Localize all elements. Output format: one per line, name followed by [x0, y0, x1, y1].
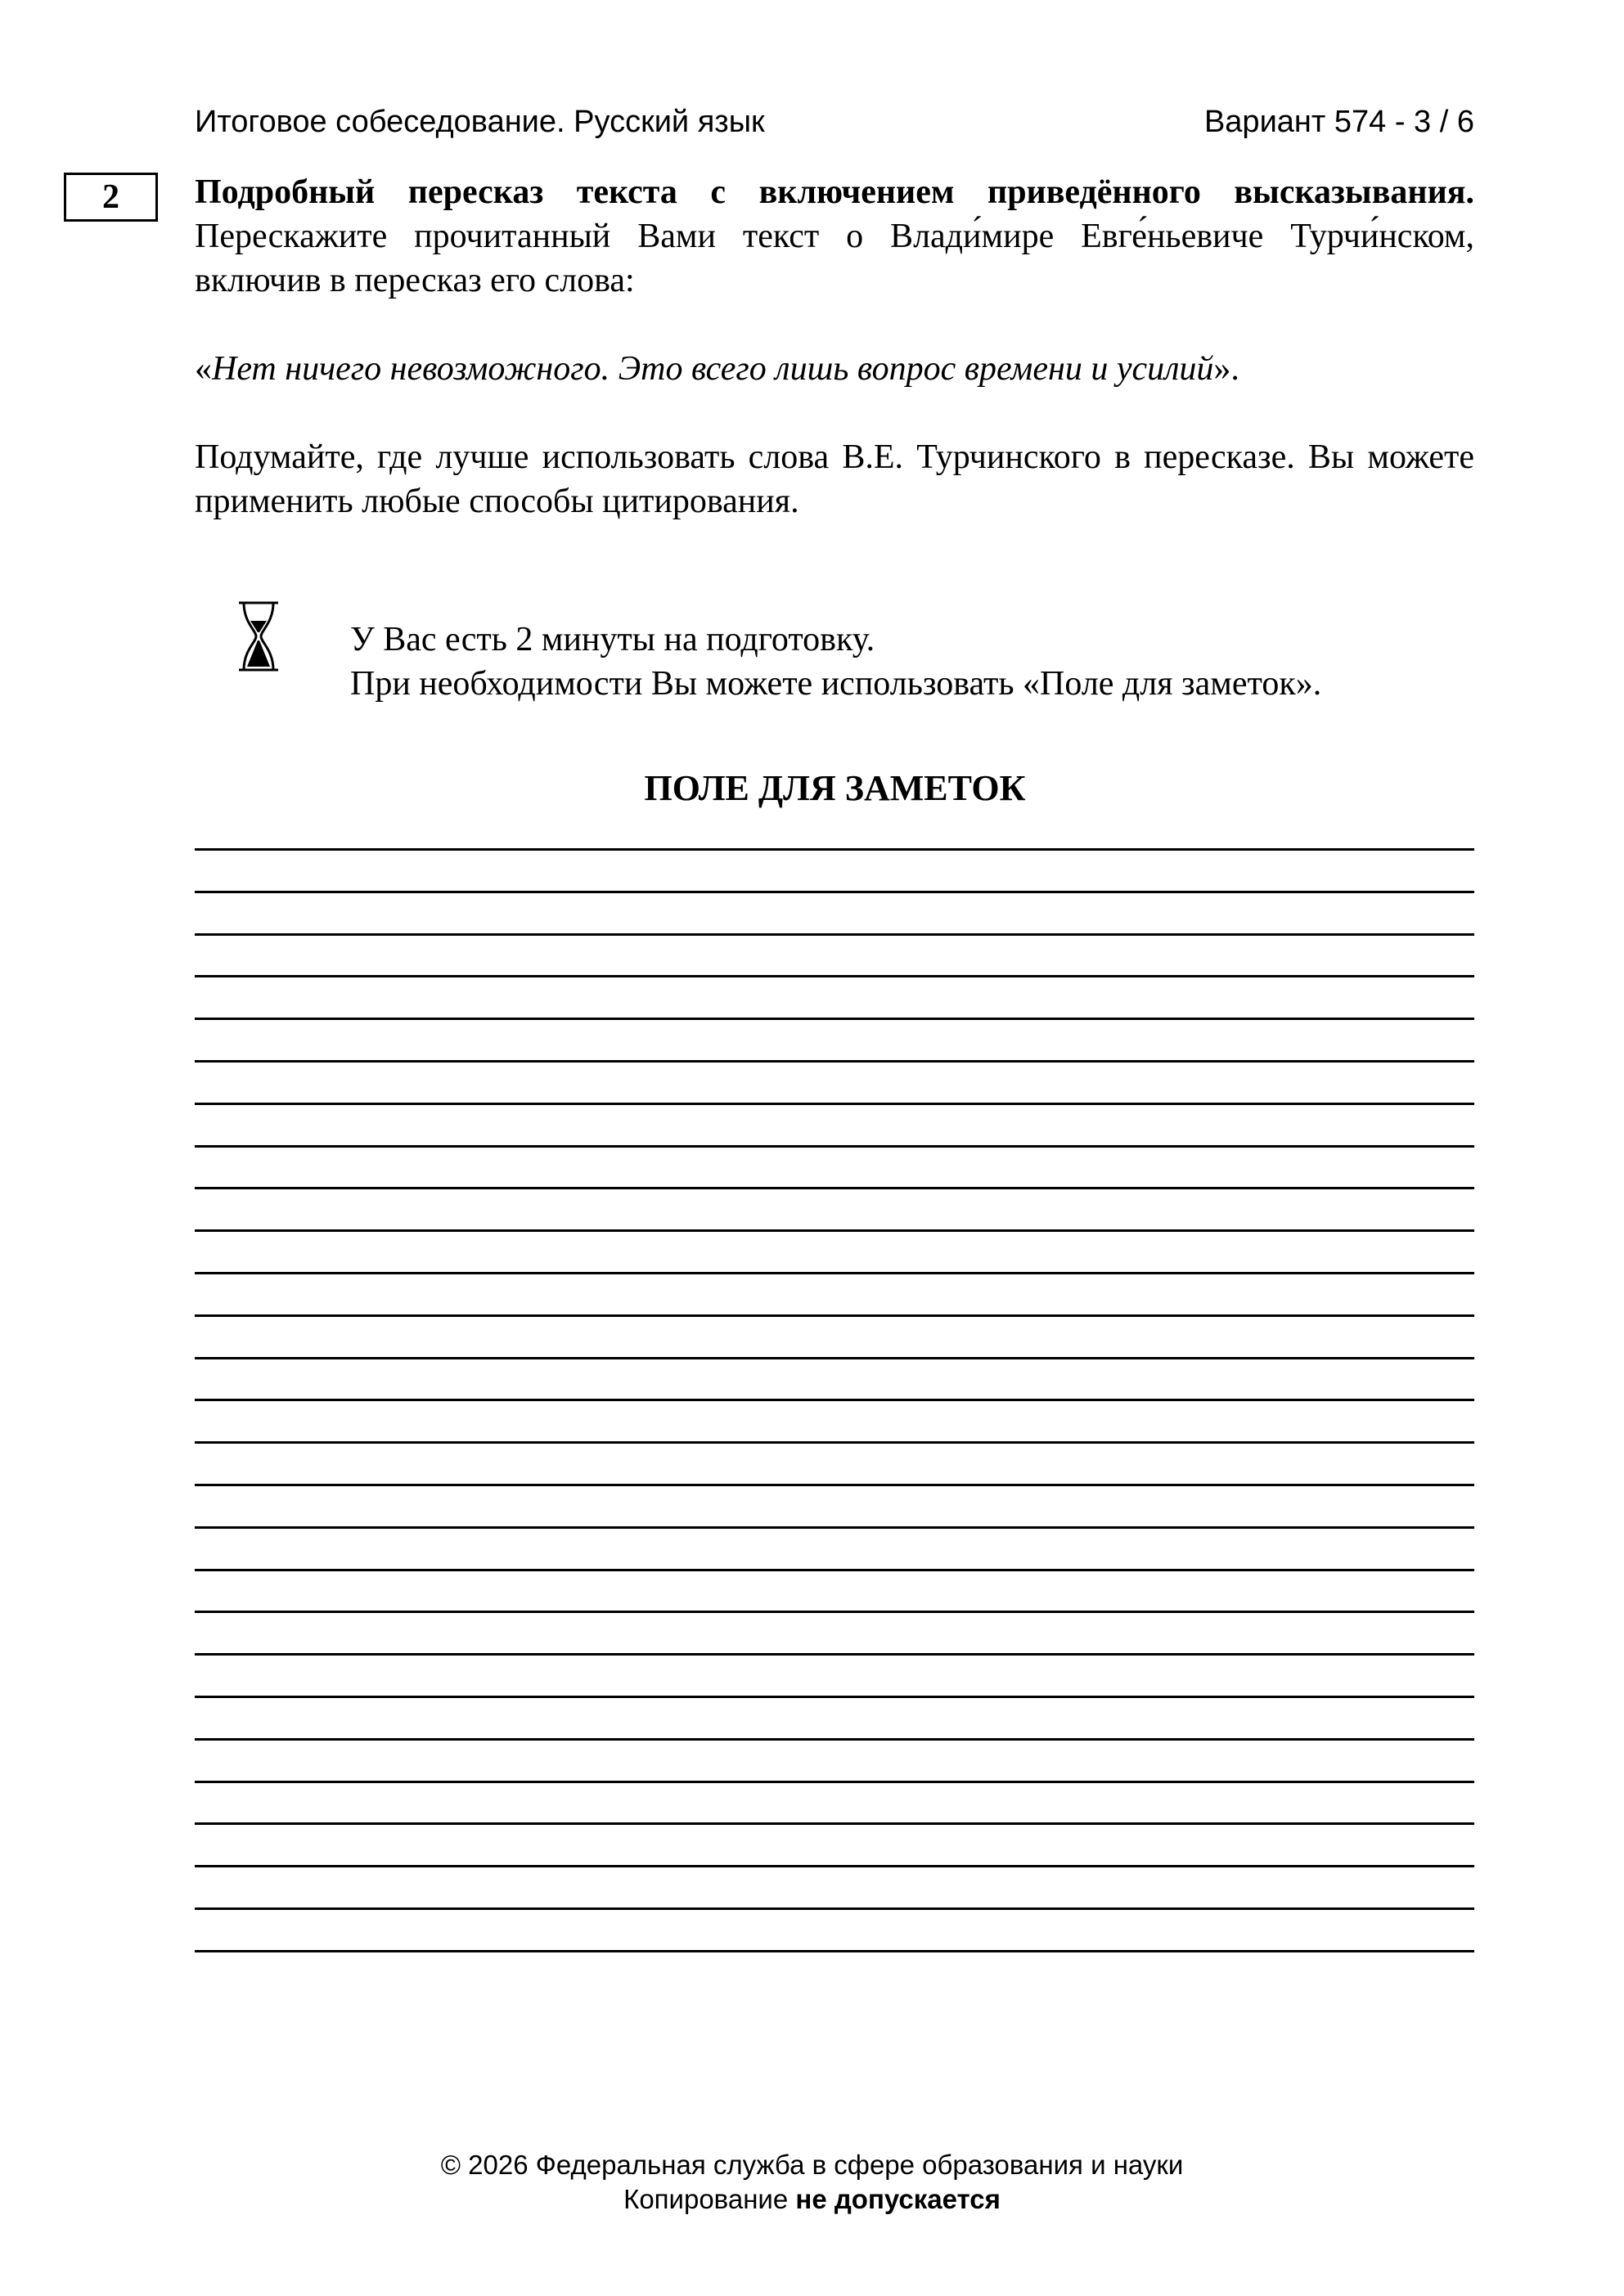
footer-copy-bold: не допускается [795, 2184, 1001, 2214]
notes-line[interactable] [195, 1272, 1474, 1274]
notes-line[interactable] [195, 1060, 1474, 1063]
notes-line[interactable] [195, 1484, 1474, 1486]
page-footer [0, 2148, 1624, 2217]
notes-line[interactable] [195, 1611, 1474, 1613]
notes-line[interactable] [195, 891, 1474, 893]
notes-line[interactable] [195, 1103, 1474, 1105]
notes-line[interactable] [195, 1018, 1474, 1020]
notes-line[interactable] [195, 1357, 1474, 1359]
notes-line[interactable] [195, 1441, 1474, 1444]
notes-line[interactable] [195, 1653, 1474, 1656]
footer-copy-prefix: Копирование [623, 2184, 789, 2214]
task-hint: Подумайте, где лучше использовать слова В.Е. Турчинского в пересказе. Вы можете применить любые способы цитирования. [195, 438, 1474, 520]
notes-line[interactable] [195, 975, 1474, 977]
quote-close-mark: ». [1213, 350, 1239, 388]
quote-open-mark: « [195, 350, 212, 388]
footer-copyright: © 2026 Федеральная служба в сфере образования и науки [440, 2150, 1184, 2180]
notes-line[interactable] [195, 1229, 1474, 1232]
notes-line[interactable] [195, 1187, 1474, 1189]
notes-line[interactable] [195, 1145, 1474, 1148]
notes-line[interactable] [195, 848, 1474, 851]
task-title: Подробный пересказ текста с включением приведённого высказывания. [195, 173, 1474, 211]
notes-line[interactable] [195, 1822, 1474, 1825]
notes-line[interactable] [195, 1781, 1474, 1783]
page-header-variant: Вариант 574 - 3 / 6 [1203, 105, 1474, 139]
preparation-line-1: У Вас есть 2 минуты на подготовку. [350, 621, 875, 658]
task-number-box: 2 [64, 173, 158, 222]
hourglass-icon [234, 600, 283, 673]
preparation-note [350, 618, 1321, 706]
footer-copy-notice [0, 2182, 1624, 2217]
notes-line[interactable] [195, 1738, 1474, 1741]
notes-line[interactable] [195, 933, 1474, 936]
quote-text: Нет ничего невозможного. Это всего лишь вопрос времени и усилий [212, 350, 1214, 388]
notes-line[interactable] [195, 1865, 1474, 1867]
notes-line[interactable] [195, 1526, 1474, 1529]
task-instruction: Перескажите прочитанный Вами текст о Влади́мире Евге́ньевиче Турчи́нском, включив в пересказ его слова: [195, 218, 1474, 299]
task-quote [195, 347, 1474, 391]
notes-line[interactable] [195, 1950, 1474, 1952]
notes-line[interactable] [195, 1399, 1474, 1401]
task-body [195, 170, 1474, 523]
notes-line[interactable] [195, 1569, 1474, 1571]
notes-line[interactable] [195, 1696, 1474, 1698]
task-title-paragraph [195, 170, 1474, 303]
preparation-line-2: При необходимости Вы можете использовать «Поле для заметок». [350, 665, 1322, 703]
page-header-title: Итоговое собеседование. Русский язык [195, 105, 765, 139]
notes-title: ПОЛЕ ДЛЯ ЗАМЕТОК [644, 768, 1026, 808]
notes-line[interactable] [195, 1907, 1474, 1910]
notes-line[interactable] [195, 1314, 1474, 1317]
